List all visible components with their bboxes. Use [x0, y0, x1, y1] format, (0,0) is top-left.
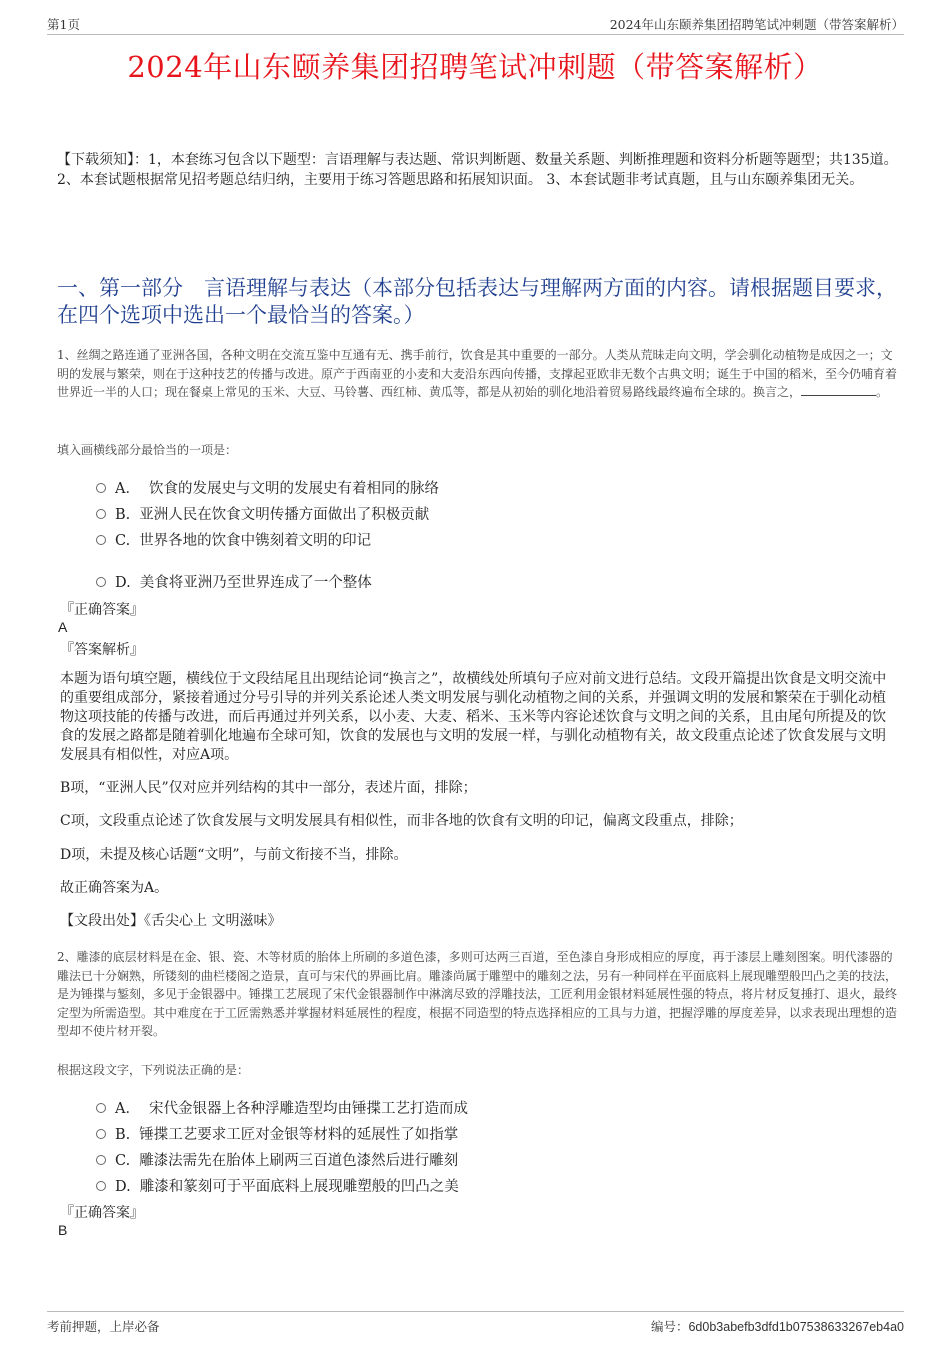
page-footer	[47, 1311, 904, 1338]
radio-icon[interactable]	[96, 1129, 106, 1139]
q1-correct-label: 『正确答案』	[60, 602, 144, 618]
download-notice: 【下载须知】：1，本套练习包含以下题型：言语理解与表达题、常识判断题、数量关系题、判断推理题和资料分析题等题型；共135道。 2、本套试题根据常见招考题总结归纳，主要用于练习答题思路和拓展知识面。 3、本套试题非考试真题，且与山东颐养集团无关。	[57, 152, 898, 188]
q1-prompt: 填入画横线部分最恰当的一项是：	[57, 443, 238, 457]
page-number: 第1页	[47, 17, 80, 32]
footer-code: 编号：6d0b3abefb3dfd1b07538633267eb4a0	[650, 1319, 904, 1334]
fill-blank	[801, 383, 876, 396]
q1-source: 【文段出处】《舌尖心上 文明滋味》	[60, 913, 282, 929]
radio-icon[interactable]	[96, 509, 106, 519]
footer-slogan: 考前押题，上岸必备	[47, 1319, 160, 1334]
q2-option-a[interactable]: A． 宋代金银器上各种浮雕造型均由锤揲工艺打造而成	[96, 1097, 468, 1118]
q1-analysis-label: 『答案解析』	[60, 642, 144, 658]
q2-option-b[interactable]: B. 锤揲工艺要求工匠对金银等材料的延展性了如指掌	[96, 1123, 458, 1144]
q1-option-a[interactable]: A． 饮食的发展史与文明的发展史有着相同的脉络	[96, 477, 439, 498]
radio-icon[interactable]	[96, 1155, 106, 1165]
q1-option-d[interactable]: D. 美食将亚洲乃至世界连成了一个整体	[96, 571, 372, 592]
q2-correct-label: 『正确答案』	[60, 1205, 144, 1221]
q1-option-b[interactable]: B. 亚洲人民在饮食文明传播方面做出了积极贡献	[96, 503, 429, 524]
q1-analysis-main: 本题为语句填空题，横线位于文段结尾且出现结论词“换言之”，故横线处所填句子应对前文进行总结。文段开篇提出饮食是文明交流中的重要组成部分，紧接着通过分号引导的并列关系论述人类文明发展与驯化动植物之间的关系，并强调文明的发展和繁荣在于驯化动植物这项技能的传播与改进，而后再通过并列关系，以小麦、大麦、稻米、玉米等内容论述饮食与文明之间的关系，且由尾句所提及的饮食的发展之路都是随着驯化地遍布全球可知，饮食的发展也与文明的发展一样，与驯化动植物有关，故文段重点论述了饮食发展与文明发展具有相似性，对应A项。	[60, 671, 887, 763]
q1-analysis-d: D项，未提及核心话题“文明”，与前文衔接不当，排除。	[60, 847, 408, 863]
q2-option-d[interactable]: D. 雕漆和篆刻可于平面底料上展现雕塑般的凹凸之美	[96, 1175, 459, 1196]
q1-stem: 1、丝绸之路连通了亚洲各国，各种文明在交流互鉴中互通有无、携手前行，饮食是其中重要的一部分。人类从荒昧走向文明，学会驯化动植物是成因之一；文明的发展与繁荣，则在于这种技艺的传播与改进。原产于西南亚的小麦和大麦沿东西向传播，支撑起亚欧非无数个古典文明；诞生于中国的稻米，至今仍哺育着世界近一半的人口；现在餐桌上常见的玉米、大豆、马铃薯、西红柿、黄瓜等，都是从初始的驯化地沿着贸易路线最终遍布全球的。换言之， 。	[57, 348, 898, 399]
radio-icon[interactable]	[96, 1103, 106, 1113]
q1-correct-answer: A	[58, 619, 68, 635]
header-doc-title: 2024年山东颐养集团招聘笔试冲刺题（带答案解析）	[609, 17, 904, 32]
q2-option-c[interactable]: C. 雕漆法需先在胎体上刷两三百道色漆然后进行雕刻	[96, 1149, 458, 1170]
section-title: 一、第一部分 言语理解与表达（本部分包括表达与理解两方面的内容。请根据题目要求，在四个选项中选出一个最恰当的答案。）	[57, 276, 897, 327]
q2-correct-answer: B	[58, 1222, 68, 1238]
q1-option-c[interactable]: C. 世界各地的饮食中镌刻着文明的印记	[96, 529, 371, 550]
page-title: 2024年山东颐养集团招聘笔试冲刺题（带答案解析）	[127, 50, 823, 84]
q2-prompt: 根据这段文字，下列说法正确的是：	[57, 1063, 250, 1077]
q1-analysis-c: C项，文段重点论述了饮食发展与文明发展具有相似性，而非各地的饮食有文明的印记，偏离文段重点，排除；	[60, 813, 743, 829]
q1-analysis-b: B项，“亚洲人民”仅对应并列结构的其中一部分，表述片面，排除；	[60, 780, 477, 796]
radio-icon[interactable]	[96, 1181, 106, 1191]
page-header	[47, 14, 904, 35]
radio-icon[interactable]	[96, 535, 106, 545]
radio-icon[interactable]	[96, 577, 106, 587]
radio-icon[interactable]	[96, 483, 106, 493]
q1-analysis-conclusion: 故正确答案为A。	[60, 880, 169, 896]
q2-stem: 2、雕漆的底层材料是在金、银、瓷、木等材质的胎体上所刷的多道色漆，多则可达两三百道，至色漆自身形成相应的厚度，再于漆层上雕刻图案。明代漆器的雕法已十分娴熟，所镂刻的曲栏楼阁之造景，直可与宋代的界画比肩。雕漆尚属于雕塑中的雕刻之法，另有一种同样在平面底料上展现雕塑般凹凸之美的技法，是为锤揲与錾刻，多见于金银器中。锤揲工艺展现了宋代金银器制作中淋漓尽致的浮雕技法，工匠利用金银材料延展性强的特点，将片材反复捶打、退火，最终定型为所需造型。其中难度在于工匠需熟悉并掌握材料延展性的程度，根据不同造型的特点选择相应的工具与力道，把握浮雕的厚度差异，以求表现出理想的造型却不使片材开裂。	[57, 950, 898, 1038]
